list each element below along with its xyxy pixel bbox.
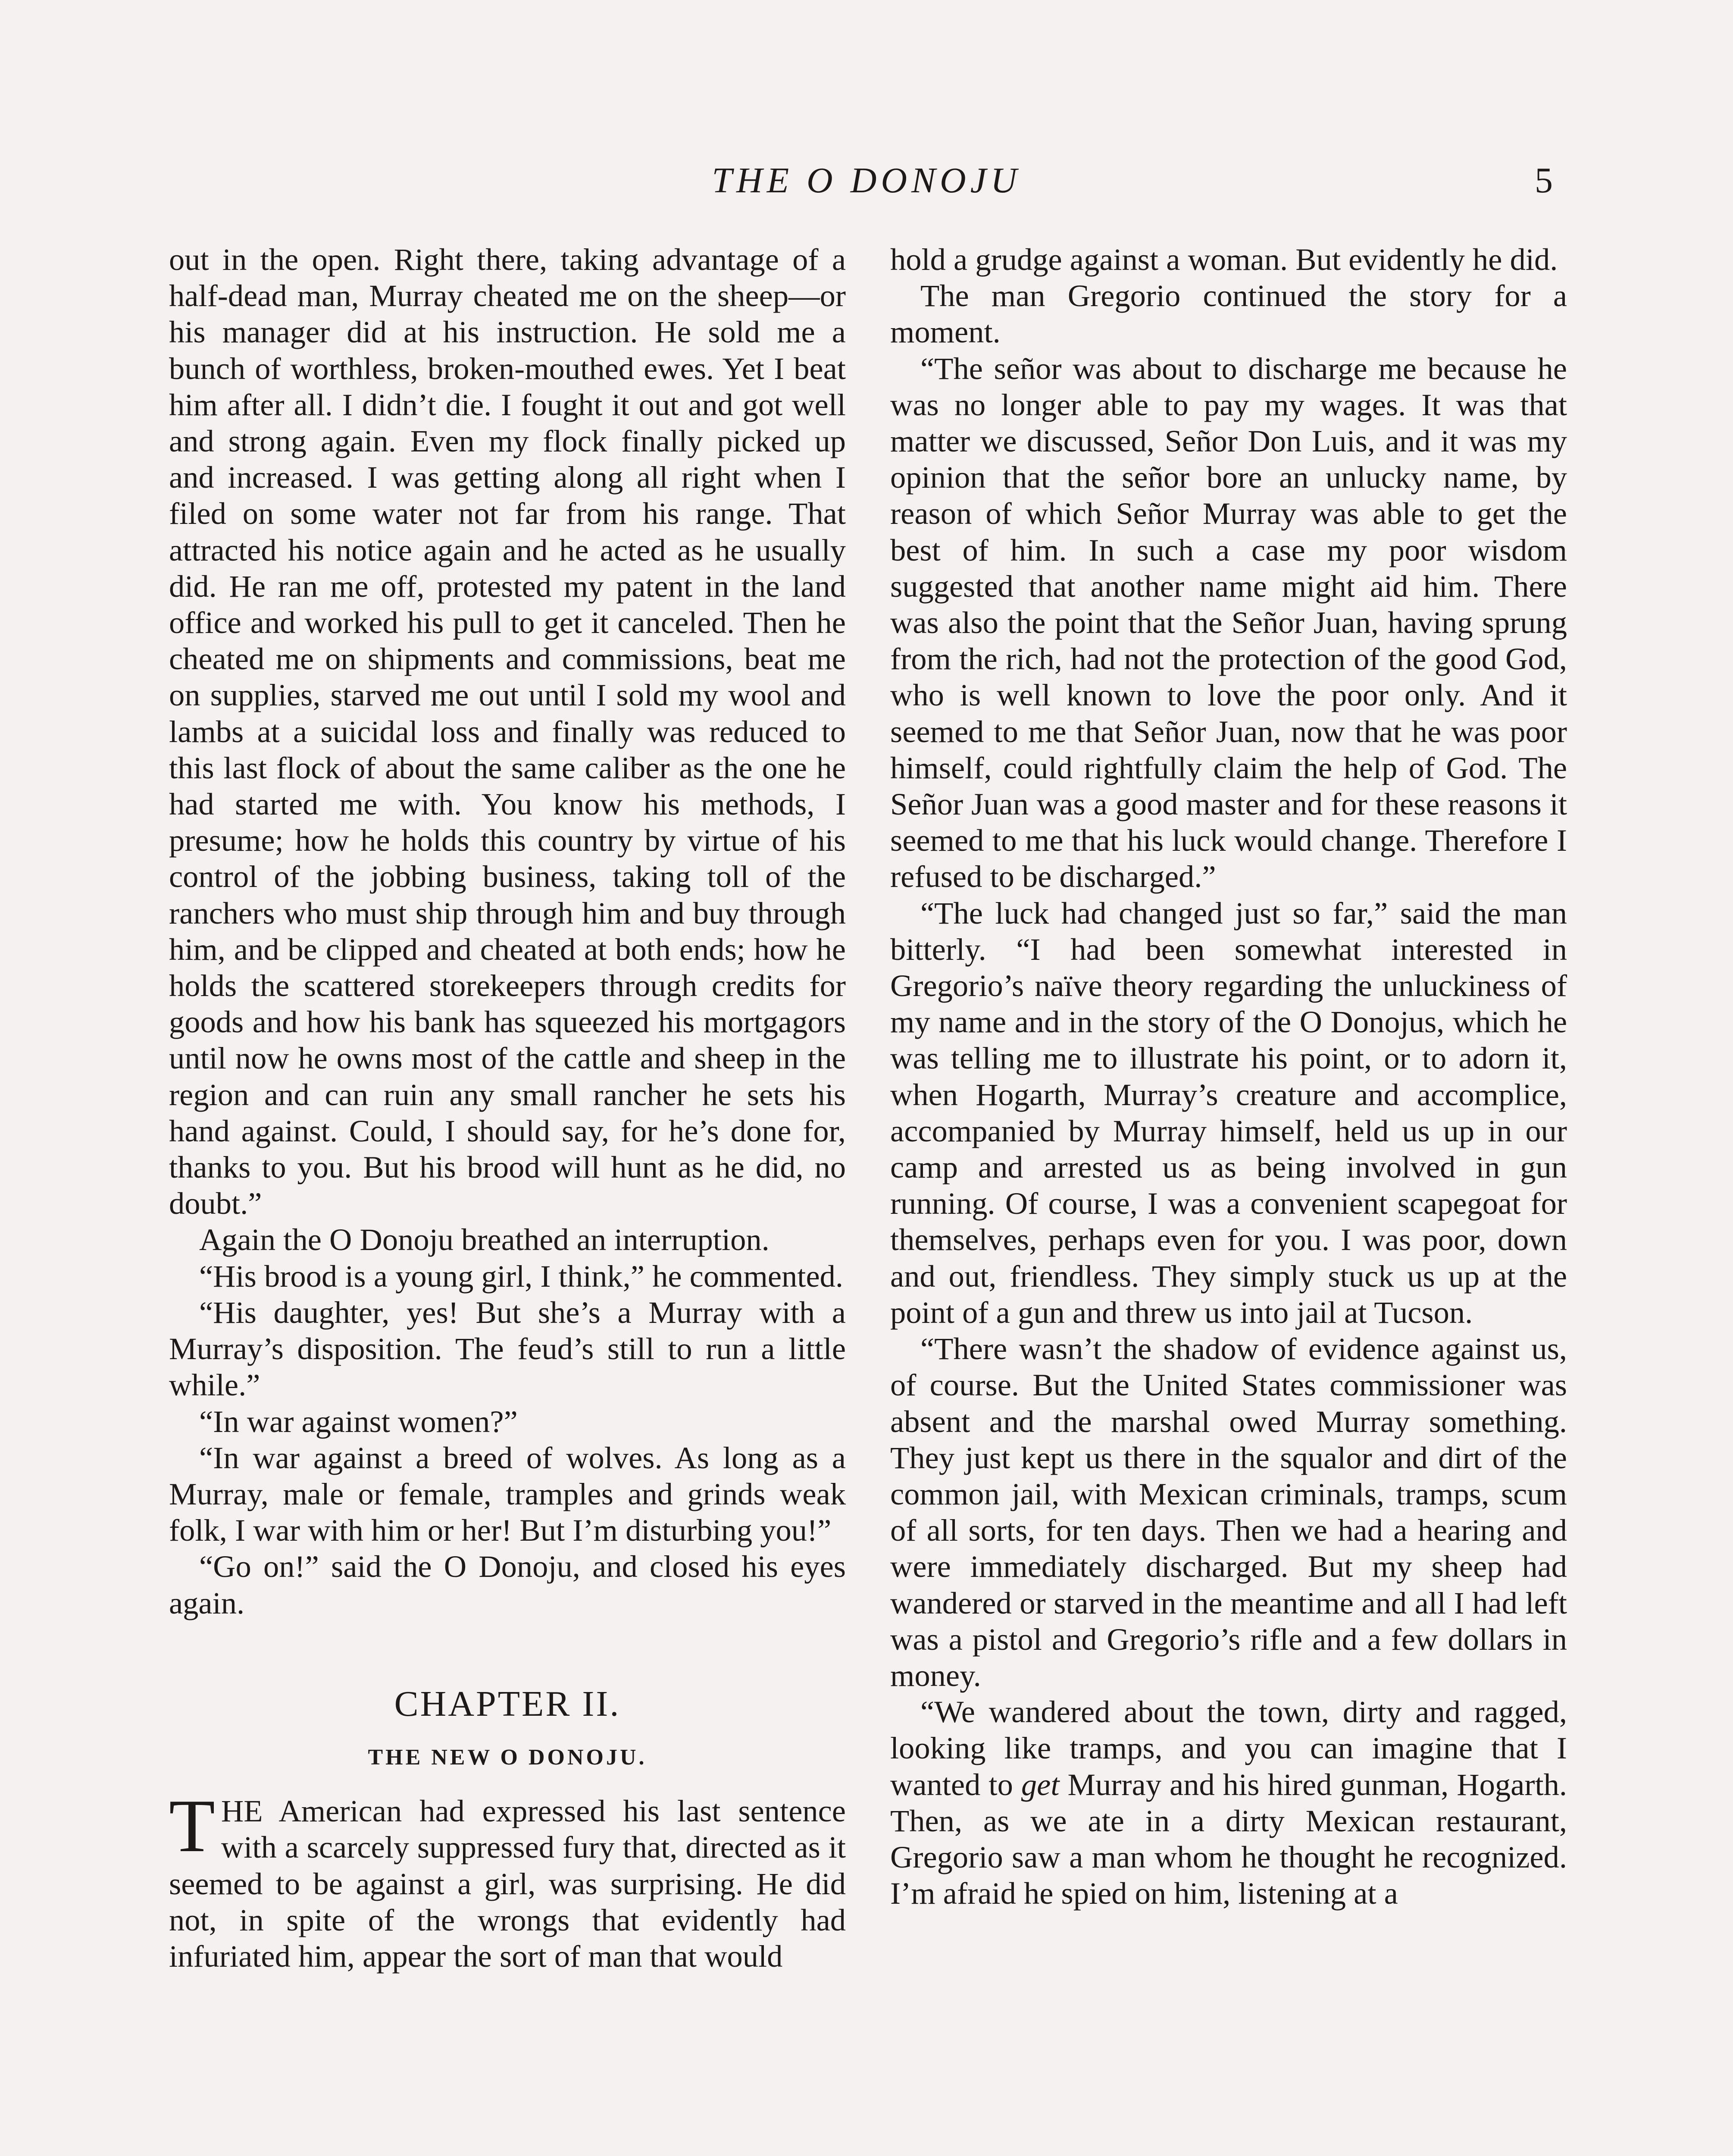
paragraph: “His brood is a young girl, I think,” he commented. bbox=[199, 1258, 844, 1294]
chapter-heading: CHAPTER II. bbox=[394, 1683, 621, 1724]
paragraph: “In war against a breed of wolves. As long as a Murray, male or female, tramples and grinds weak folk, I war with him or her! But I’m disturbing you!” bbox=[169, 1440, 846, 1548]
opening-paragraph bbox=[169, 1784, 846, 1974]
drop-cap: T bbox=[169, 1784, 215, 1868]
running-header bbox=[0, 160, 1733, 211]
opening-paragraph-text: HE American had expressed his last sentence with a scarcely suppressed fury that, directed as it seemed to be against a girl, was surprising. He did not, in spite of the wrongs that evidently had infuriated him, appear the sort of man that would bbox=[169, 1793, 846, 1974]
italic-word: get bbox=[1021, 1767, 1060, 1802]
paragraph: Again the O Donoju breathed an interruption. bbox=[199, 1222, 770, 1257]
paragraph-text: Murray and his hired gunman, Hogarth. Then, as we ate in a dirty Mexican restaurant, Gregorio saw a man whom he thought he recognized. I’m afraid he spied on him, listening at a bbox=[890, 1767, 1567, 1911]
page-number: 5 bbox=[1535, 160, 1553, 201]
right-column bbox=[890, 241, 1567, 1912]
left-column bbox=[169, 241, 846, 1974]
running-title: THE O DONOJU bbox=[712, 160, 1021, 201]
paragraph: hold a grudge against a woman. But evidently he did. bbox=[890, 242, 1558, 277]
paragraph: The man Gregorio continued the story for a moment. bbox=[890, 278, 1567, 350]
paragraph bbox=[890, 1694, 1567, 1912]
paragraph: “His daughter, yes! But she’s a Murray with a Murray’s disposition. The feud’s still to run a little while.” bbox=[169, 1294, 846, 1403]
paragraph-text: “We wandered about the town, dirty and ragged, looking like tramps, and you can imagine that I wanted to bbox=[890, 1694, 1567, 1802]
paragraph: “There wasn’t the shadow of evidence against us, of course. But the United States commissioner was absent and the marshal owed Murray something. They just kept us there in the squalor and dirt of the common jail, with Mexican criminals, tramps, scum of all sorts, for ten days. Then we had a hearing and were immediately discharged. But my sheep had wandered or starved in the meantime and all I had left was a pistol and Gregorio’s rifle and a few dollars in money. bbox=[890, 1331, 1567, 1693]
paragraph: “The señor was about to discharge me because he was no longer able to pay my wages. It was that matter we discussed, Señor Don Luis, and it was my opinion that the señor bore an unlucky name, by reason of which Señor Murray was able to get the best of him. In such a case my poor wisdom suggested that another name might aid him. There was also the point that the Señor Juan, having sprung from the rich, had not the protection of the good God, who is well known to love the poor only. And it seemed to me that Señor Juan, now that he was poor himself, could rightfully claim the help of God. The Señor Juan was a good master and for these reasons it seemed to me that his luck would change. Therefore I refused to be discharged.” bbox=[890, 351, 1567, 894]
chapter-subtitle: THE NEW O DONOJU. bbox=[368, 1745, 647, 1770]
paragraph: out in the open. Right there, taking advantage of a half-dead man, Murray cheated me on the sheep—or his manager did at his instruction. He sold me a bunch of worthless, broken-mouthed ewes. Yet I beat him after all. I didn’t die. I fought it out and got well and strong again. Even my flock finally picked up and increased. I was getting along all right when I filed on some water not far from his range. That attracted his notice again and he acted as he usually did. He ran me off, protested my patent in the land office and worked his pull to get it canceled. Then he cheated me on shipments and commissions, beat me on supplies, starved me out until I sold my wool and lambs at a suicidal loss and finally was reduced to this last flock of about the same caliber as the one he had started me with. You know his methods, I presume; how he holds this country by virtue of his control of the jobbing business, taking toll of the ranchers who must ship through him and buy through him, and be clipped and cheated at both ends; how he holds the scattered storekeepers through credits for goods and how his bank has squeezed his mortgagors until now he owns most of the cattle and sheep in the region and can ruin any small rancher he sets his hand against. Could, I should say, for he’s done for, thanks to you. But his brood will hunt as he did, no doubt.” bbox=[169, 242, 846, 1221]
paragraph: “The luck had changed just so far,” said the man bitterly. “I had been somewhat interested in Gregorio’s naïve theory regarding the unluckiness of my name and in the story of the O Donojus, which he was telling me to illustrate his point, or to adorn it, when Hogarth, Murray’s creature and accomplice, accompanied by Murray himself, held us up in our camp and arrested us as being involved in gun running. Of course, I was a convenient scapegoat for themselves, perhaps even for you. I was poor, down and out, friendless. They simply stuck us up at the point of a gun and threw us into jail at Tucson. bbox=[890, 895, 1567, 1330]
paragraph: “Go on!” said the O Donoju, and closed his eyes again. bbox=[169, 1549, 846, 1620]
paragraph: “In war against women?” bbox=[199, 1404, 518, 1439]
